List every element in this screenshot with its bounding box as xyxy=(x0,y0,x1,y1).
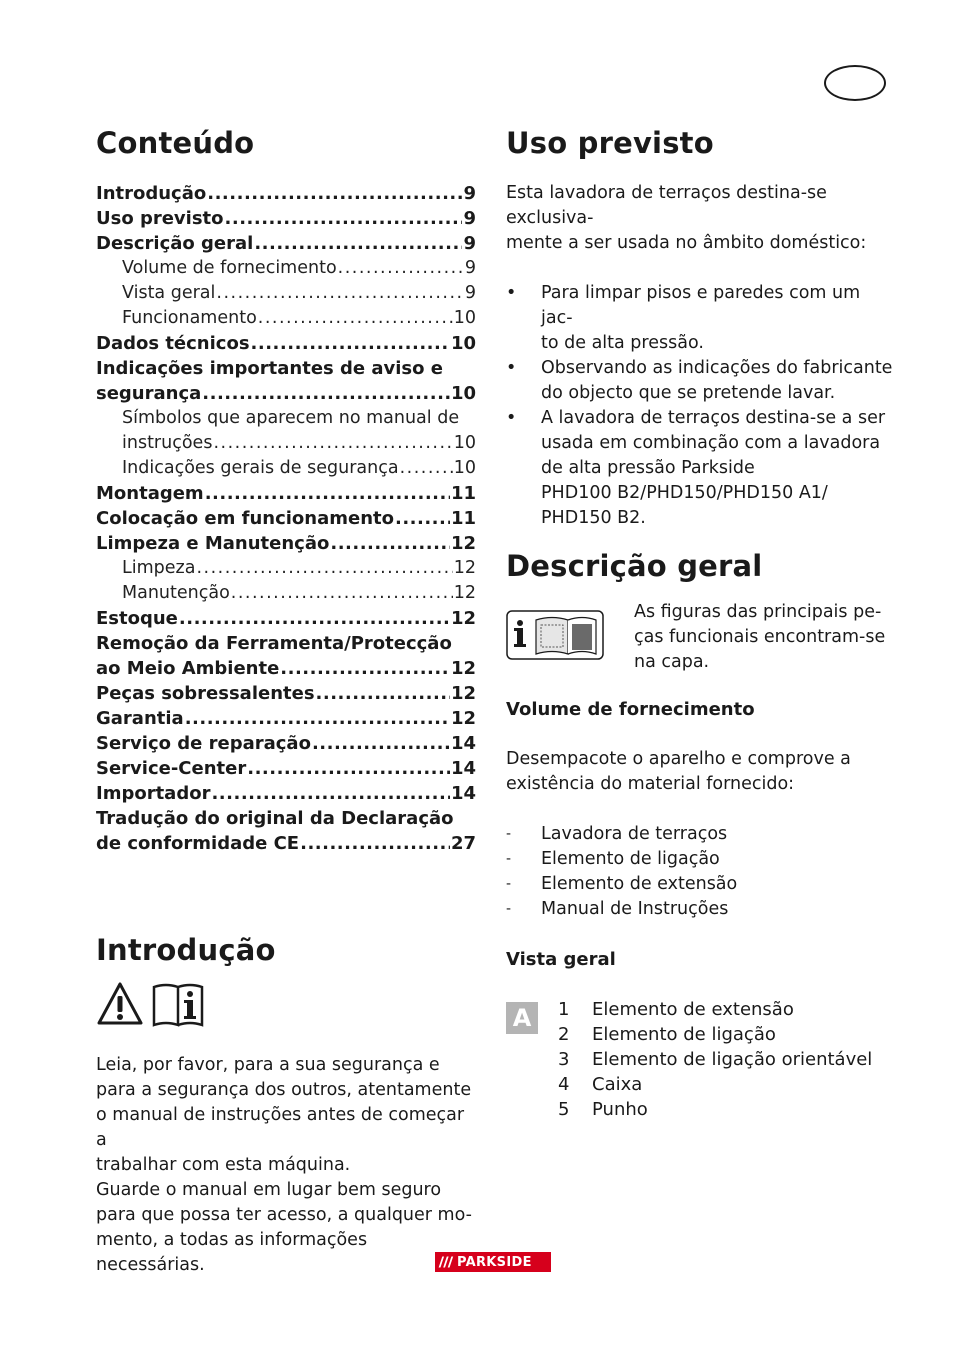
toc-entry xyxy=(96,306,476,331)
toc-entry-label: Funcionamento xyxy=(122,308,257,328)
dash-mark: - xyxy=(506,876,512,892)
toc-entry xyxy=(96,506,476,531)
toc-entry-page: 11 xyxy=(450,508,476,529)
toc-entry-page: 10 xyxy=(450,383,476,404)
figure-reference xyxy=(506,600,896,675)
toc-entry-page: 9 xyxy=(463,208,476,229)
overview-item-number: 3 xyxy=(558,1049,570,1070)
figure-text-line: ças funcionais encontram-se xyxy=(634,627,886,647)
toc-entry-page: 12 xyxy=(450,683,476,704)
toc-entry xyxy=(96,756,476,781)
intro-text-line: Leia, por favor, para a sua segurança e xyxy=(96,1055,440,1075)
overview-item xyxy=(540,1072,896,1097)
supply-item xyxy=(506,872,896,897)
toc-entry-label: Dados técnicos xyxy=(96,333,250,354)
toc-entry-label: Service-Center xyxy=(96,758,247,779)
toc-entry-page: 10 xyxy=(453,458,476,478)
supply-text-line: existência do material fornecido: xyxy=(506,774,795,794)
overview-item xyxy=(540,1047,896,1072)
toc-entry-page: 11 xyxy=(450,483,476,504)
dash-mark: - xyxy=(506,901,512,917)
toc-leader-dots xyxy=(211,781,449,806)
toc-entry-label: instruções xyxy=(122,433,213,453)
supply-heading: Volume de fornecimento xyxy=(506,699,755,720)
right-column xyxy=(506,124,896,1122)
toc-leader-dots xyxy=(247,756,450,781)
logo-text: PARKSIDE xyxy=(457,1254,532,1270)
intro-text-line: o manual de instruções antes de começar a xyxy=(96,1105,465,1150)
parkside-logo xyxy=(435,1252,551,1272)
toc-entry-label: Uso previsto xyxy=(96,208,224,229)
toc-entry xyxy=(96,231,476,256)
toc-entry-page: 12 xyxy=(450,608,476,629)
toc-entry-label: Importador xyxy=(96,783,211,804)
toc-entry-page: 12 xyxy=(450,658,476,679)
toc-entry-label: Montagem xyxy=(96,483,204,504)
toc-entry-label: Volume de fornecimento xyxy=(122,258,337,278)
supply-item xyxy=(506,822,896,847)
toc-leader-dots xyxy=(300,831,450,856)
bullet-line: PHD150 B2. xyxy=(541,508,646,528)
bullet-item xyxy=(506,281,896,356)
bullet-mark: • xyxy=(506,358,517,378)
intended-use-bullets xyxy=(506,281,896,531)
supply-text xyxy=(506,747,896,797)
info-manual-icon xyxy=(150,981,206,1027)
overview-item-number: 2 xyxy=(558,1024,570,1045)
toc-entry xyxy=(96,731,476,756)
bullet-mark: • xyxy=(506,283,517,303)
left-column xyxy=(96,124,476,1278)
overview-item xyxy=(540,1097,896,1122)
toc-entry-line: Remoção da Ferramenta/Protecção xyxy=(96,633,452,654)
toc-entry-label: de conformidade CE xyxy=(96,833,300,854)
dash-mark: - xyxy=(506,851,512,867)
supply-item-label: Elemento de ligação xyxy=(541,849,720,869)
figure-reference-text xyxy=(634,600,885,675)
intended-use-text xyxy=(506,181,896,256)
toc-leader-dots xyxy=(216,281,463,306)
toc-entry xyxy=(96,381,476,406)
bullet-line: usada em combinação com a lavadora xyxy=(541,433,881,453)
supply-item-label: Elemento de extensão xyxy=(541,874,738,894)
toc-entry xyxy=(96,256,476,281)
supply-list xyxy=(506,822,896,922)
toc-entry xyxy=(96,581,476,606)
bullet-line: Para limpar pisos e paredes com um jac- xyxy=(541,283,861,328)
toc-leader-dots xyxy=(251,331,450,356)
toc-entry-label: Vista geral xyxy=(122,283,216,303)
toc-entry-label: Indicações gerais de segurança xyxy=(122,458,399,478)
toc-entry xyxy=(96,606,476,631)
toc-entry-label: Descrição geral xyxy=(96,233,254,254)
figure-label-badge: A xyxy=(506,1002,538,1034)
toc-leader-dots xyxy=(258,306,453,331)
bullet-line: de alta pressão Parkside xyxy=(541,458,755,478)
toc-entry xyxy=(96,831,476,856)
toc-entry xyxy=(96,481,476,506)
logo-stripes-icon xyxy=(435,1252,455,1272)
toc-entry-label: Serviço de reparação xyxy=(96,733,311,754)
toc-entry xyxy=(96,556,476,581)
toc-title: Conteúdo xyxy=(96,126,255,160)
toc-leader-dots xyxy=(338,256,464,281)
toc-entry xyxy=(96,331,476,356)
toc-entry xyxy=(96,681,476,706)
bullet-line: PHD100 B2/PHD150/PHD150 A1/ xyxy=(541,483,828,503)
toc-entry xyxy=(96,281,476,306)
toc-entry-page: 9 xyxy=(463,233,476,254)
bullet-mark: • xyxy=(506,408,517,428)
toc-leader-dots xyxy=(185,706,450,731)
bullet-line: to de alta pressão. xyxy=(541,333,704,353)
overview-item-label: Elemento de ligação xyxy=(592,1024,776,1045)
toc-entry-label: segurança xyxy=(96,383,202,404)
bullet-item xyxy=(506,356,896,406)
toc-entry-label: Colocação em funcionamento xyxy=(96,508,394,529)
toc-entry xyxy=(96,431,476,456)
overview-item xyxy=(540,997,896,1022)
toc-entry-label: Peças sobressalentes xyxy=(96,683,315,704)
toc-entry-page: 9 xyxy=(464,283,476,303)
dash-mark: - xyxy=(506,826,512,842)
toc-leader-dots xyxy=(330,531,450,556)
overview-item xyxy=(540,1022,896,1047)
toc-entry-page: 9 xyxy=(464,258,476,278)
intro-text-line: para a segurança dos outros, atentamente xyxy=(96,1080,472,1100)
toc-entry-page: 12 xyxy=(450,533,476,554)
intro-text-line: Guarde o manual em lugar bem seguro xyxy=(96,1180,442,1200)
toc-entry-page: 10 xyxy=(453,433,476,453)
overview-item-label: Elemento de ligação orientável xyxy=(592,1049,873,1070)
toc-entry xyxy=(96,706,476,731)
overview-item-number: 5 xyxy=(558,1099,570,1120)
toc-entry xyxy=(96,181,476,206)
intro-text-line: para que possa ter acesso, a qualquer mo- xyxy=(96,1205,472,1225)
toc-leader-dots xyxy=(225,206,463,231)
overview-list xyxy=(540,997,896,1122)
overview-item-number: 4 xyxy=(558,1074,570,1095)
intro-title: Introdução xyxy=(96,933,276,967)
intended-use-title: Uso previsto xyxy=(506,126,714,160)
toc-leader-dots xyxy=(205,481,450,506)
toc-entry-page: 12 xyxy=(450,708,476,729)
intended-use-text-line: Esta lavadora de terraços destina-se exclusiva- xyxy=(506,183,827,228)
overview-section xyxy=(506,997,896,1122)
toc-entry xyxy=(96,781,476,806)
intro-text-line: mento, a todas as informações necessárias. xyxy=(96,1230,368,1275)
toc-entry-line: Indicações importantes de aviso e xyxy=(96,358,443,379)
supply-item-label: Manual de Instruções xyxy=(541,899,729,919)
intro-text-line: trabalhar com esta máquina. xyxy=(96,1155,351,1175)
intro-icons xyxy=(96,981,476,1031)
overview-item-number: 1 xyxy=(558,999,570,1020)
toc-entry-page: 12 xyxy=(453,558,476,578)
toc-leader-dots xyxy=(231,581,453,606)
language-badge xyxy=(824,65,886,101)
toc-entry-page: 10 xyxy=(453,308,476,328)
toc-entry-page: 10 xyxy=(450,333,476,354)
toc-entry-page: 14 xyxy=(450,733,476,754)
supply-item xyxy=(506,847,896,872)
toc-leader-dots xyxy=(400,456,453,481)
bullet-line: Observando as indicações do fabricante xyxy=(541,358,893,378)
supply-text-line: Desempacote o aparelho e comprove a xyxy=(506,749,851,769)
toc-leader-dots xyxy=(213,431,452,456)
toc-leader-dots xyxy=(254,231,462,256)
overview-item-label: Elemento de extensão xyxy=(592,999,794,1020)
toc-leader-dots xyxy=(312,731,450,756)
toc-entry-label: Garantia xyxy=(96,708,184,729)
toc-entry-label: Limpeza e Manutenção xyxy=(96,533,330,554)
toc-leader-dots xyxy=(280,656,450,681)
toc-entry-page: 27 xyxy=(450,833,476,854)
toc-entry xyxy=(96,206,476,231)
bullet-line: do objecto que se pretende lavar. xyxy=(541,383,836,403)
overview-heading: Vista geral xyxy=(506,949,616,970)
toc-entry xyxy=(96,531,476,556)
toc-entry xyxy=(96,456,476,481)
figure-text-line: na capa. xyxy=(634,652,710,672)
toc-entry-label: Manutenção xyxy=(122,583,230,603)
toc-entry-line: Símbolos que aparecem no manual de xyxy=(122,408,460,428)
intended-use-text-line: mente a ser usada no âmbito doméstico: xyxy=(506,233,867,253)
toc-leader-dots xyxy=(207,181,462,206)
warning-triangle-icon xyxy=(96,981,144,1027)
toc-entry-label: ao Meio Ambiente xyxy=(96,658,280,679)
figure-reference-icon xyxy=(506,610,604,660)
toc-entry-label: Introdução xyxy=(96,183,207,204)
toc-entry-page: 14 xyxy=(450,758,476,779)
toc-entry-label: Limpeza xyxy=(122,558,196,578)
toc-leader-dots xyxy=(316,681,450,706)
toc-leader-dots xyxy=(395,506,450,531)
toc-leader-dots xyxy=(196,556,452,581)
toc-leader-dots xyxy=(202,381,450,406)
toc-entry-label: Estoque xyxy=(96,608,178,629)
toc-entry-page: 14 xyxy=(450,783,476,804)
intro-text xyxy=(96,1053,476,1278)
overview-item-label: Caixa xyxy=(592,1074,643,1095)
bullet-line: A lavadora de terraços destina-se a ser xyxy=(541,408,886,428)
bullet-item xyxy=(506,406,896,531)
table-of-contents xyxy=(96,181,476,856)
toc-entry-page: 9 xyxy=(463,183,476,204)
toc-leader-dots xyxy=(179,606,450,631)
figure-text-line: As figuras das principais pe- xyxy=(634,602,882,622)
overview-item-label: Punho xyxy=(592,1099,648,1120)
supply-item xyxy=(506,897,896,922)
supply-item-label: Lavadora de terraços xyxy=(541,824,728,844)
toc-entry-line: Tradução do original da Declaração xyxy=(96,808,454,829)
toc-entry xyxy=(96,656,476,681)
toc-entry-page: 12 xyxy=(453,583,476,603)
general-title: Descrição geral xyxy=(506,549,763,583)
